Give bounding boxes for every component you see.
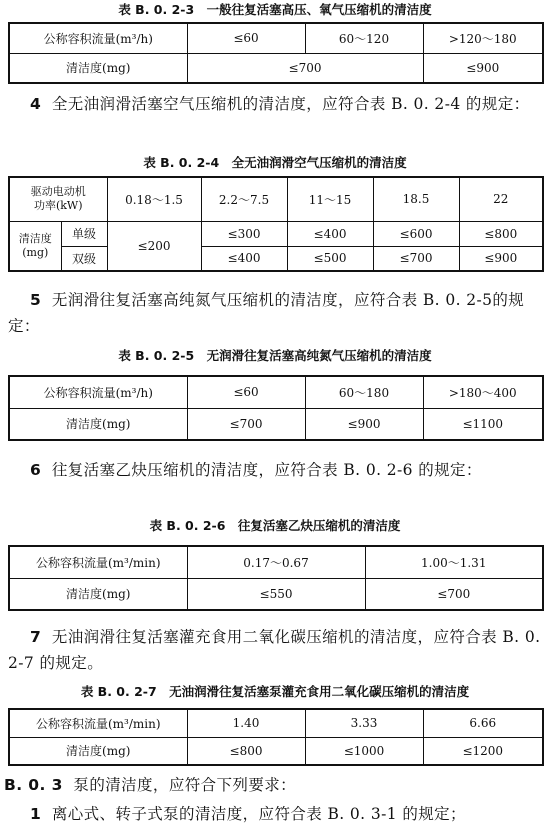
flow-value-cell: ≤60 <box>187 376 305 408</box>
flow-value-cell: 1.00～1.31 <box>365 546 543 578</box>
double-value-cell: ≤700 <box>373 246 459 271</box>
flow-value-cell: 0.17～0.67 <box>187 546 365 578</box>
flow-label-cell: 公称容积流量(m³/h) <box>9 376 187 408</box>
cleanliness-label-cell <box>9 221 61 271</box>
cleanliness-value-cell: ≤900 <box>423 53 543 83</box>
flow-value-cell: 60～120 <box>305 23 423 53</box>
merged-value-cell: ≤200 <box>107 221 201 271</box>
table-caption-b026: 表 B. 0. 2-6 往复活塞乙炔压缩机的清洁度 <box>149 518 401 533</box>
cleanliness-label-cell: 清洁度(mg) <box>9 578 187 610</box>
table-caption-b025: 表 B. 0. 2-5 无润滑往复活塞高纯氮气压缩机的清洁度 <box>118 348 432 363</box>
item-number: 5 <box>30 291 42 309</box>
paragraph-item-6 <box>8 457 542 483</box>
flow-value-cell: 3.33 <box>305 709 423 737</box>
cleanliness-value-cell: ≤700 <box>187 53 423 83</box>
double-value-cell: ≤400 <box>201 246 287 271</box>
section-text: 泵的清洁度，应符合下列要求： <box>73 776 297 794</box>
double-stage-label: 双级 <box>61 246 107 271</box>
flow-label-cell: 公称容积流量(m³/min) <box>9 709 187 737</box>
item-number: 1 <box>30 805 42 823</box>
cleanliness-value-cell: ≤900 <box>305 408 423 440</box>
double-value-cell: ≤500 <box>287 246 373 271</box>
section-number: B. 0. 3 <box>4 776 63 794</box>
power-value-cell: 22 <box>459 177 543 221</box>
double-value-cell: ≤900 <box>459 246 543 271</box>
table-row <box>9 709 543 737</box>
cleanliness-label-cell: 清洁度(mg) <box>9 408 187 440</box>
table-caption-b027: 表 B. 0. 2-7 无油润滑往复活塞泵灌充食用二氧化碳压缩机的清洁度 <box>80 684 470 699</box>
table-row <box>9 53 543 83</box>
paragraph-text: 往复活塞乙炔压缩机的清洁度，应符合表 B. 0. 2-6 的规定： <box>51 461 482 479</box>
flow-label-cell: 公称容积流量(m³/h) <box>9 23 187 53</box>
table-row <box>9 546 543 578</box>
table-row <box>9 408 543 440</box>
flow-value-cell: >120～180 <box>423 23 543 53</box>
paragraph-text: 全无油润滑活塞空气压缩机的清洁度，应符合表 B. 0. 2-4 的规定： <box>51 95 530 113</box>
cleanliness-value-cell: ≤700 <box>187 408 305 440</box>
single-value-cell: ≤300 <box>201 221 287 246</box>
table-b024 <box>8 176 544 272</box>
power-value-cell: 11～15 <box>287 177 373 221</box>
cleanliness-label-cell: 清洁度(mg) <box>9 737 187 765</box>
power-value-cell: 2.2～7.5 <box>201 177 287 221</box>
paragraph-item-1 <box>8 801 542 827</box>
cleanliness-label-line: 清洁度 <box>18 231 52 245</box>
single-stage-label: 单级 <box>61 221 107 246</box>
item-number: 4 <box>30 95 42 113</box>
item-number: 6 <box>30 461 42 479</box>
table-b025 <box>8 375 544 441</box>
paragraph-text: 无润滑往复活塞高纯氮气压缩机的清洁度，应符合表 B. 0. 2-5的规定： <box>8 291 525 335</box>
table-row <box>9 246 543 271</box>
cleanliness-value-cell: ≤800 <box>187 737 305 765</box>
power-value-cell: 0.18～1.5 <box>107 177 201 221</box>
cleanliness-label-cell: 清洁度(mg) <box>9 53 187 83</box>
table-caption-b024: 表 B. 0. 2-4 全无油润滑空气压缩机的清洁度 <box>143 155 407 170</box>
table-row <box>9 23 543 53</box>
cleanliness-value-cell: ≤1000 <box>305 737 423 765</box>
paragraph-item-4 <box>8 91 542 117</box>
section-b03 <box>4 772 538 798</box>
table-row <box>9 376 543 408</box>
cleanliness-value-cell: ≤1100 <box>423 408 543 440</box>
flow-value-cell: 60～180 <box>305 376 423 408</box>
item-number: 7 <box>30 628 42 646</box>
table-caption-b023: 表 B. 0. 2-3 一般往复活塞高压、氧气压缩机的清洁度 <box>118 2 432 17</box>
table-b026 <box>8 545 544 611</box>
cleanliness-label-line: (mg) <box>22 245 49 259</box>
single-value-cell: ≤400 <box>287 221 373 246</box>
table-b023 <box>8 22 544 84</box>
table-b027 <box>8 708 544 766</box>
table-row <box>9 578 543 610</box>
single-value-cell: ≤800 <box>459 221 543 246</box>
table-row <box>9 177 543 221</box>
cleanliness-value-cell: ≤700 <box>365 578 543 610</box>
cleanliness-value-cell: ≤1200 <box>423 737 543 765</box>
table-row <box>9 737 543 765</box>
power-value-cell: 18.5 <box>373 177 459 221</box>
flow-value-cell: 1.40 <box>187 709 305 737</box>
paragraph-item-5 <box>8 287 542 339</box>
paragraph-text: 无油润滑往复活塞灌充食用二氧化碳压缩机的清洁度，应符合表 B. 0. 2-7 的规定。 <box>8 628 541 672</box>
table-row <box>9 221 543 246</box>
single-value-cell: ≤600 <box>373 221 459 246</box>
paragraph-item-7 <box>8 624 542 676</box>
power-label-line: 驱动电动机 <box>30 185 86 199</box>
paragraph-text: 离心式、转子式泵的清洁度，应符合表 B. 0. 3-1 的规定； <box>51 805 466 823</box>
power-label-cell <box>9 177 107 221</box>
flow-value-cell: ≤60 <box>187 23 305 53</box>
cleanliness-value-cell: ≤550 <box>187 578 365 610</box>
flow-value-cell: 6.66 <box>423 709 543 737</box>
flow-label-cell: 公称容积流量(m³/min) <box>9 546 187 578</box>
power-label-line: 功率(kW) <box>33 199 83 213</box>
flow-value-cell: >180～400 <box>423 376 543 408</box>
